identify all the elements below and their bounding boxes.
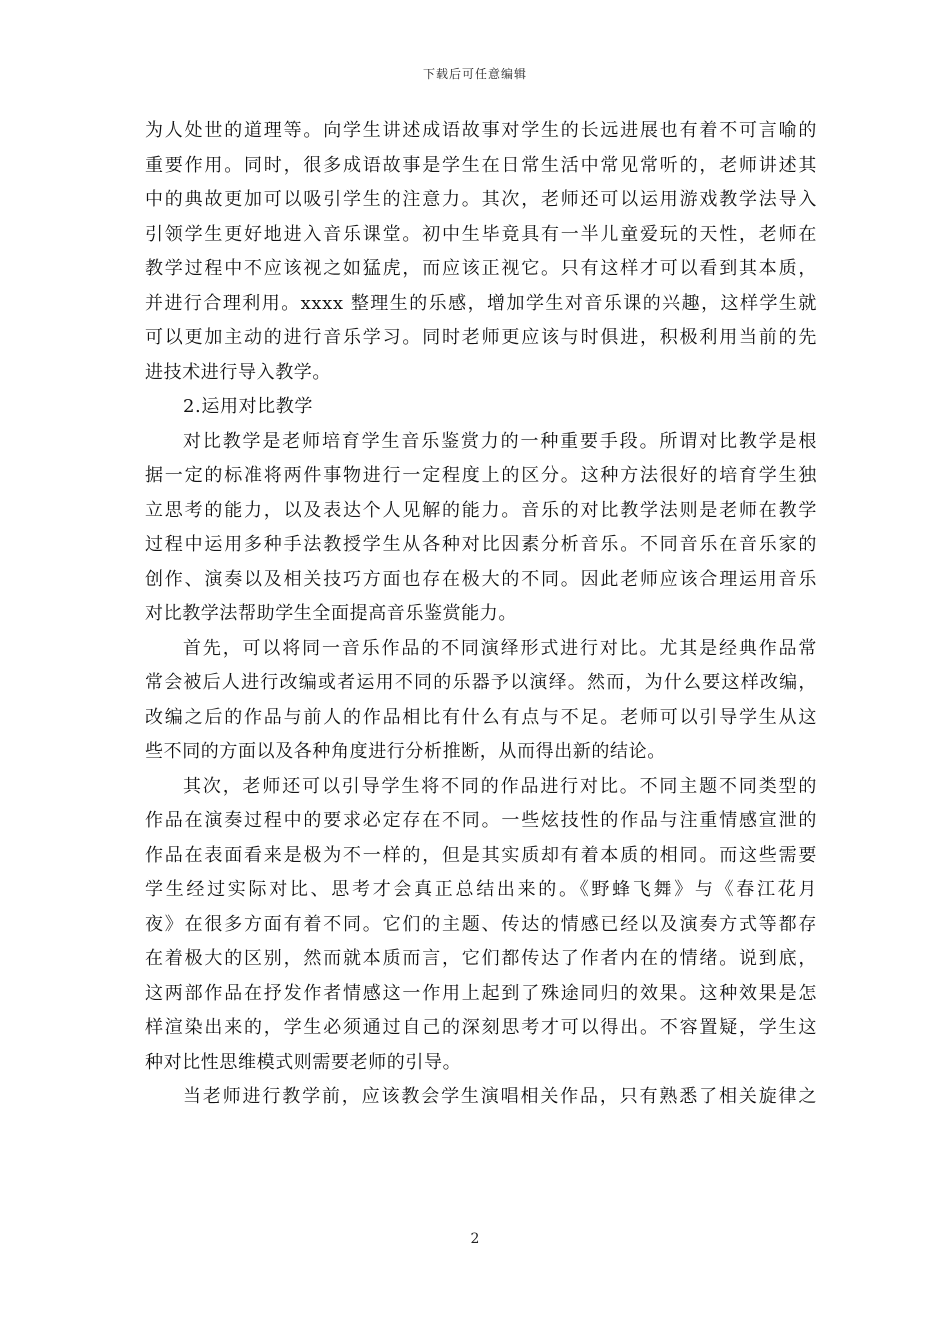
text-line: 作品在演奏过程中的要求必定存在不同。一些炫技性的作品与注重情感宣泄的 bbox=[145, 810, 817, 831]
text-line: 夜》在很多方面有着不同。它们的主题、传达的情感已经以及演奏方式等都存 bbox=[145, 913, 817, 935]
text-line: 常会被后人进行改编或者运用不同的乐器予以演绎。然而，为什么要这样改编， bbox=[145, 672, 817, 693]
text-line: 些不同的方面以及各种角度进行分析推断，从而得出新的结论。 bbox=[145, 741, 666, 762]
text-line: 对比教学是老师培育学生音乐鉴赏力的一种重要手段。所谓对比教学是根 bbox=[183, 430, 817, 452]
text-line: 其次，老师还可以引导学生将不同的作品进行对比。不同主题不同类型的 bbox=[183, 775, 817, 797]
text-line: 种对比性思维模式则需要老师的引导。 bbox=[145, 1051, 462, 1073]
text-line: 2.运用对比教学 bbox=[183, 396, 313, 417]
text-line: 中的典故更加可以吸引学生的注意力。其次，老师还可以运用游戏教学法导入 bbox=[145, 189, 817, 210]
text-line: 引领学生更好地进入音乐课堂。初中生毕竟具有一半儿童爱玩的天性，老师在 bbox=[145, 223, 817, 245]
text-line: 教学过程中不应该视之如猛虎，而应该正视它。只有这样才可以看到其本质， bbox=[145, 258, 817, 279]
text-line: 作品在表面看来是极为不一样的，但是其实质却有着本质的相同。而这些需要 bbox=[145, 844, 817, 866]
text-line: 为人处世的道理等。向学生讲述成语故事对学生的长远进展也有着不可言喻的 bbox=[145, 120, 817, 141]
text-line: 首先，可以将同一音乐作品的不同演绎形式进行对比。尤其是经典作品常 bbox=[183, 637, 817, 659]
text-line: 重要作用。同时，很多成语故事是学生在日常生活中常见常听的，老师讲述其 bbox=[145, 154, 817, 176]
text-line: 创作、演奏以及相关技巧方面也存在极大的不同。因此老师应该合理运用音乐 bbox=[145, 568, 817, 590]
text-line: 改编之后的作品与前人的作品相比有什么有点与不足。老师可以引导学生从这 bbox=[145, 706, 817, 728]
text-line: 过程中运用多种手法教授学生从各种对比因素分析音乐。不同音乐在音乐家的 bbox=[145, 534, 817, 555]
document-body bbox=[145, 114, 817, 1115]
text-line: 这两部作品在抒发作者情感这一作用上起到了殊途同归的效果。这种效果是怎 bbox=[145, 982, 817, 1004]
text-line: 并进行合理利用。xxxx 整理生的乐感，增加学生对音乐课的兴趣，这样学生就 bbox=[145, 292, 817, 314]
text-line: 立思考的能力，以及表达个人见解的能力。音乐的对比教学法则是老师在教学 bbox=[145, 499, 817, 521]
page-header: 下载后可任意编辑 bbox=[422, 67, 527, 81]
text-line: 进技术进行导入教学。 bbox=[145, 361, 331, 383]
text-line: 据一定的标准将两件事物进行一定程度上的区分。这种方法很好的培育学生独 bbox=[145, 465, 817, 486]
text-line: 当老师进行教学前，应该教会学生演唱相关作品，只有熟悉了相关旋律之 bbox=[183, 1086, 817, 1107]
text-line: 对比教学法帮助学生全面提高音乐鉴赏能力。 bbox=[145, 603, 517, 624]
text-line: 学生经过实际对比、思考才会真正总结出来的。《野蜂飞舞》与《春江花月 bbox=[145, 879, 817, 900]
text-line: 在着极大的区别，然而就本质而言，它们都传达了作者内在的情绪。说到底， bbox=[145, 948, 817, 969]
text-line: 样渲染出来的，学生必须通过自己的深刻思考才可以得出。不容置疑，学生这 bbox=[145, 1017, 817, 1038]
page-number: 2 bbox=[470, 1231, 480, 1247]
text-line: 可以更加主动的进行音乐学习。同时老师更应该与时俱进，积极利用当前的先 bbox=[145, 327, 817, 348]
